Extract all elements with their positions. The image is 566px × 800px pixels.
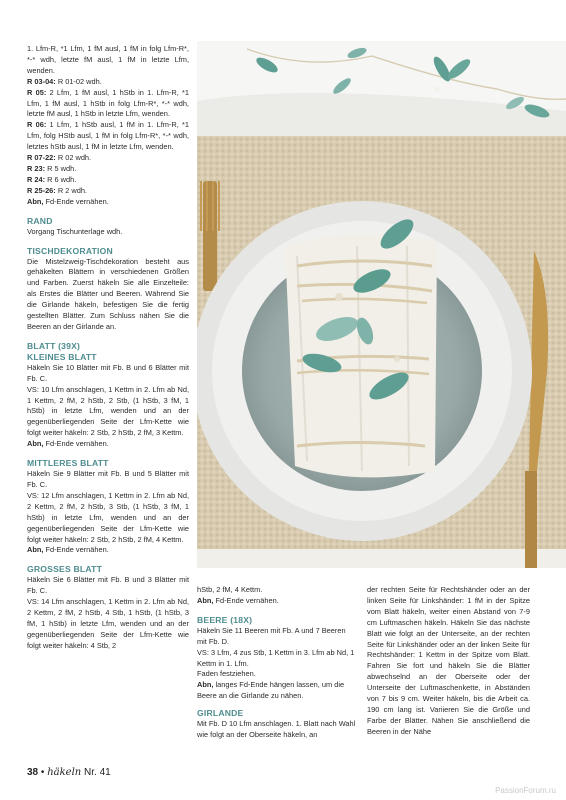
- row-1-text: 1. Lfm-R, *1 Lfm, 1 fM ausl, 1 fM in folg Lfm-R*, *-* wdh, letzte fM ausl, 1 fM in letzte Lfm, wenden.: [27, 44, 189, 75]
- beere-colors: Häkeln Sie 11 Beeren mit Fb. A und 7 Beeren mit Fb. D.: [197, 625, 346, 646]
- finish-note: Abn, Fd-Ende vernähen.: [27, 439, 109, 449]
- kleines-blatt-colors: Häkeln Sie 10 Blätter mit Fb. B und 6 Blätter mit Fb. C.: [27, 362, 189, 383]
- heading-blatt: BLATT (39X): [27, 340, 81, 351]
- tischdekoration-text: Die Mistelzweig-Tischdekoration besteht aus gehäkelten Blättern in verschiedenen Größen und Farben. Zuerst häkeln Sie alle Einzelteile: als Erstes die Blätter und Beeren. Während Sie die Girlande häkeln, befestigen Sie die fertig gestellten Blätter. Zum Schluss nähen Sie die Beeren an der Girlande an.: [27, 256, 189, 331]
- heading-grosses-blatt: GROSSES BLATT: [27, 564, 103, 575]
- left-column: [27, 44, 189, 652]
- row-24: R 24: R 6 wdh.: [27, 174, 77, 184]
- row-07-22: R 07-22: R 02 wdh.: [27, 153, 92, 163]
- row-23: R 23: R 5 wdh.: [27, 163, 77, 173]
- watermark: PassionForum.ru: [495, 786, 556, 795]
- beere-steps: VS: 3 Lfm, 4 zus Stb, 1 Kettm in 3. Lfm ab Nd, 1 Kettm in 1. Lfm.: [197, 647, 355, 668]
- girlande-text-continued: der rechten Seite für Rechtshänder oder an der linken Seite für Linkshänder: 1 fM in der Spitze vom Blatt häkeln, weiter einen Abstand von 7-9 cm Luftmaschen häkeln. Häkeln Sie das nächste Blatt wie folgt an der Unterseite, an der rechten Seite für Linkshänder oder an der linken Seite für Rechtshänder: 1 Kettm in der Spitze vom Blatt. Fahren Sie fort und häkeln Sie die Blätter abwechselnd an der Oberseite oder der Unterseite der Luftmaschenkette, in Abständen von 7 bis 9 cm. Weiter häkeln, bis die Arbeit ca. 190 cm lang ist. Variieren Sie die Größe und Farbe der Blätter. Nähen Sie anschließend die Beeren in der Nähe: [367, 585, 530, 736]
- mittleres-blatt-colors: Häkeln Sie 9 Blätter mit Fb. B und 5 Blätter mit Fb. C.: [27, 469, 189, 489]
- page-number: 38: [27, 767, 39, 778]
- heading-kleines-blatt: KLEINES BLATT: [27, 351, 97, 362]
- heading-girlande: GIRLANDE: [197, 708, 244, 719]
- girlande-text: Mit Fb. D 10 Lfm anschlagen. 1. Blatt nach Wahl wie folgt an der Oberseite häkeln, an: [197, 719, 356, 740]
- heading-beere: BEERE (18X): [197, 614, 253, 625]
- finish-note: Abn, Fd-Ende vernähen.: [197, 595, 279, 605]
- finish-note: Abn, Fd-Ende vernähen.: [27, 545, 109, 555]
- rand-text: Vorgang Tischunterlage wdh.: [27, 226, 123, 236]
- finish-note: Abn, langes Fd-Ende hängen lassen, um die Beere an die Girlande zu nähen.: [197, 680, 345, 701]
- mittleres-blatt-steps: VS: 12 Lfm anschlagen, 1 Kettm in 2. Lfm ab Nd, 2 Kettm, 2 fM, 2 hStb, 3 Stb, (1 hStb, 3 fM, 1 hStb) in letzte Lfm, wenden und an der gegenüberliegenden Seite der Lfm-Kette wie folgt weiter häkeln: 2 Stb, 2 hStb, 2 fM, 4 Kettm.: [27, 490, 189, 544]
- heading-mittleres-blatt: MITTLERES BLATT: [27, 458, 109, 469]
- right-column: [367, 585, 530, 738]
- table-decoration-photo: [197, 41, 566, 568]
- heading-tischdekoration: TISCHDEKORATION: [27, 245, 113, 256]
- row-03-04: R 03-04: R 01-02 wdh.: [27, 76, 102, 86]
- row-25-26: R 25-26: R 2 wdh.: [27, 185, 87, 195]
- footer-bullet: •: [40, 767, 45, 778]
- grosses-blatt-colors: Häkeln Sie 6 Blätter mit Fb. B und 3 Blätter mit Fb. C.: [27, 575, 189, 596]
- heading-rand: RAND: [27, 215, 53, 226]
- grosses-blatt-steps: VS: 14 Lfm anschlagen, 1 Kettm in 2. Lfm ab Nd, 2 Kettm, 2 fM, 2 hStb, 4 Stb, 1 hStb, (1 hStb, 3 fM, 1 hStb) in letzte Lfm, wenden und an der gegenüberliegenden Seite der Lfm-Kette wie folgt weiter häkeln: 4 Stb, 2: [27, 597, 189, 650]
- row-05: R 05: 2 Lfm, 1 fM ausl, 1 hStb in 1. Lfm-R, *1 Lfm, 1 fM ausl, 1 hStb in folg Lfm-R*, *-* wdh, letzte fM ausl, 1 hStb in letzte Lfm, wenden.: [27, 87, 190, 119]
- middle-column: [197, 585, 357, 741]
- kleines-blatt-steps: VS: 10 Lfm anschlagen, 1 Kettm in 2. Lfm ab Nd, 1 Kettm, 2 fM, 2 hStb, 2 Stb, (1 hStb, 3 fM, 1 hStb) in letzte Lfm, wenden und an der gegenüberliegenden Seite der Lfm-Kette wie folgt weiter häkeln: 2 Stb, 2 hStb, 2 fM, 3 Kettm.: [27, 384, 189, 438]
- issue-number: Nr. 41: [84, 767, 111, 778]
- row-06: R 06: 1 Lfm, 1 hStb ausl, 1 fM in 1. Lfm-R, *1 Lfm, folg HStb ausl, 1 fM in folg Lfm-R*, *-* wdh, letztes hStb ausl, 1 fM in letzte Lfm, wenden.: [27, 120, 190, 152]
- beere-tighten: Faden festziehen.: [197, 669, 256, 679]
- page-footer: [27, 767, 111, 778]
- grosses-blatt-steps-continued: hStb, 2 fM, 4 Kettm.: [197, 585, 263, 594]
- magazine-brand: häkeln: [47, 767, 82, 778]
- finish-note: Abn, Fd-Ende vernähen.: [27, 196, 109, 206]
